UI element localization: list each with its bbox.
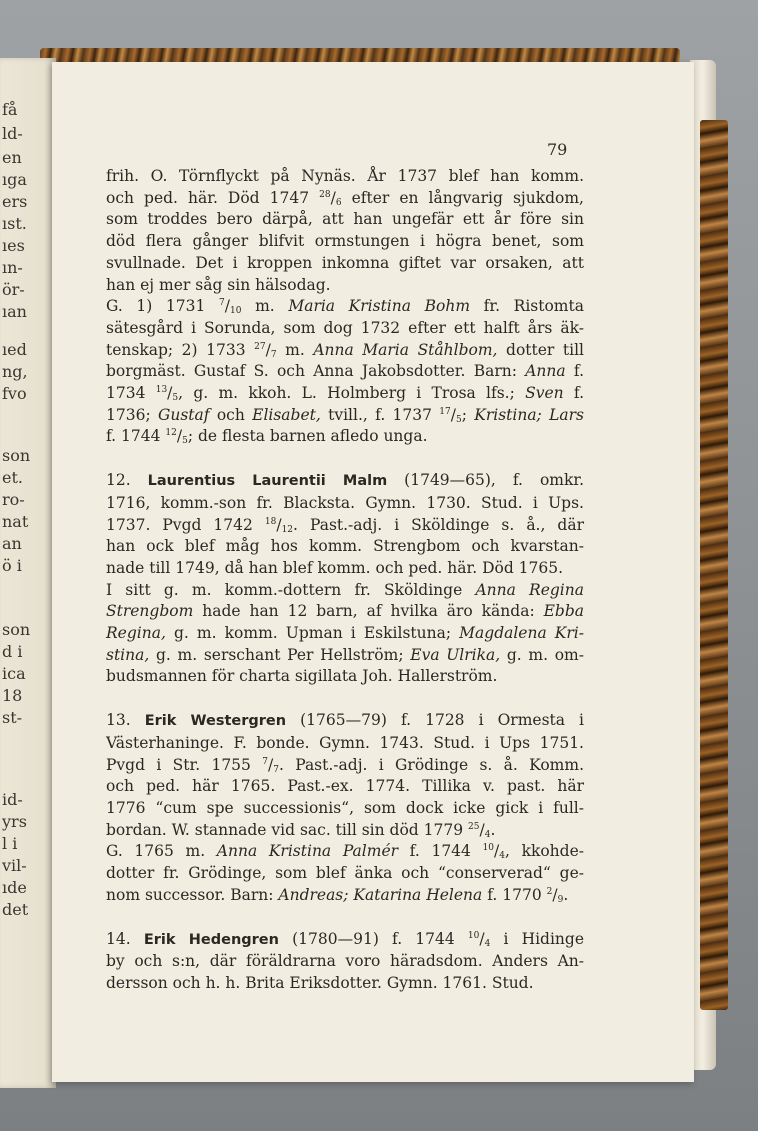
text-run: m.: [276, 340, 314, 359]
date-numerator: 28: [319, 189, 331, 200]
text-run: 1734: [106, 384, 156, 403]
paragraph: [106, 580, 584, 689]
text-run: och ped. här 1765. Past.-ex. 1774. Tillika v. past. här: [106, 777, 584, 796]
text-run: f. 1744: [106, 427, 166, 446]
text-run: /: [167, 384, 173, 403]
italic-name: Kristina; Lars: [474, 405, 584, 424]
text-run: f.: [563, 384, 585, 403]
text-run: 1776 “cum spe successionis“, som dock icke gick i full-: [106, 798, 584, 817]
paragraph: [106, 929, 584, 995]
text-line: [106, 733, 584, 755]
text-line: [106, 515, 584, 537]
text-line: [106, 885, 584, 907]
previous-page-fragment: ld-: [2, 124, 23, 143]
text-line: [106, 231, 584, 253]
previous-page-fragment: ör-: [2, 280, 25, 299]
date-numerator: 2: [546, 886, 553, 897]
date-numerator: 27: [254, 341, 266, 352]
italic-name: stina,: [106, 645, 150, 664]
italic-name: Gustaf: [157, 405, 210, 424]
text-run: sätesgård i Sorunda, som dog 1732 efter ett halft års äk-: [106, 318, 584, 337]
text-run: Västerhaninge. F. bonde. Gymn. 1743. Stud. i Ups 1751.: [106, 733, 584, 752]
text-run: (1749—65), f. omkr.: [387, 471, 584, 490]
date-denominator: 5: [182, 436, 188, 447]
text-run: g. m. komm. Upman i Eskilstuna;: [165, 624, 460, 643]
italic-name: Elisabet,: [252, 405, 321, 424]
marbled-cover-right: [700, 120, 728, 1010]
text-run: efter en långvarig sjukdom,: [341, 188, 584, 207]
text-run: /: [224, 297, 230, 316]
date-denominator: 5: [172, 393, 179, 404]
text-line: [106, 340, 584, 362]
text-line: [106, 383, 584, 405]
text-run: 1736;: [106, 405, 158, 424]
text-line: [106, 863, 584, 885]
italic-name: Ebba: [543, 602, 584, 621]
previous-page-fragment: ö i: [2, 556, 22, 575]
text-line: [106, 253, 584, 275]
text-line: [106, 536, 584, 558]
text-run: /: [494, 842, 500, 861]
previous-page-fragment: ıst.: [2, 214, 27, 233]
previous-page-fragment: ıde: [2, 878, 27, 897]
text-run: budsmannen för charta sigillata Joh. Hallerström.: [106, 667, 498, 686]
text-line: [106, 929, 584, 952]
italic-name: Andreas; Katarina Helena: [278, 885, 483, 904]
text-run: I sitt g. m. komm.-dottern fr. Sköldinge: [106, 580, 476, 599]
text-line: [106, 951, 584, 973]
text-run: .: [490, 820, 496, 839]
text-line: [106, 558, 584, 580]
date-denominator: 4: [484, 938, 491, 949]
date-numerator: 10: [467, 930, 480, 941]
italic-name: Anna: [525, 362, 566, 381]
text-line: [106, 645, 584, 667]
text-run: fr. Ristomta: [470, 297, 584, 316]
paragraph-gap: [106, 448, 584, 470]
text-line: [106, 798, 584, 820]
previous-page-fragment: et.: [2, 468, 23, 487]
previous-page-fragment: yrs: [2, 812, 27, 831]
previous-page-fragment: en: [2, 148, 22, 167]
date-denominator: 9: [557, 894, 564, 905]
text-run: ;: [461, 405, 475, 424]
text-run: dotter till: [497, 340, 584, 359]
text-run: nade till 1749, då han blef komm. och ped. här. Död 1765.: [106, 558, 564, 577]
previous-page-fragment: fvo: [2, 384, 27, 403]
italic-name: Regina,: [106, 624, 166, 643]
date-numerator: 7: [262, 756, 268, 767]
text-line: [106, 755, 584, 777]
previous-page-fragment: ıes: [2, 236, 25, 255]
previous-page-fragment: vil-: [2, 856, 27, 875]
text-run: f. 1744: [398, 842, 483, 861]
text-run: tenskap; 2) 1733: [106, 340, 255, 359]
text-run: /: [552, 885, 558, 904]
text-run: 1737. Pvgd 1742: [106, 515, 265, 534]
text-run: (1765—79) f. 1728 i Ormesta i: [286, 711, 585, 730]
text-run: , kkohde-: [504, 842, 584, 861]
text-run: by och s:n, där föräldrarna voro häradsdom. Anders An-: [106, 952, 584, 971]
italic-name: Anna Maria Ståhlbom,: [313, 340, 498, 359]
text-run: /: [330, 188, 336, 207]
text-run: /: [265, 340, 271, 359]
text-run: i Hidinge: [490, 929, 585, 948]
date-denominator: 7: [273, 764, 279, 775]
text-run: f. 1770: [482, 885, 547, 904]
text-line: [106, 666, 584, 688]
text-line: [106, 188, 584, 210]
text-run: /: [176, 427, 183, 446]
text-run: /: [450, 405, 456, 424]
text-line: [106, 776, 584, 798]
previous-page-fragment: ng,: [2, 362, 28, 381]
text-run: frih. O. Törnflyckt på Nynäs. År 1737 blef han komm.: [106, 167, 584, 185]
text-line: [106, 405, 584, 427]
text-line: [106, 580, 584, 602]
previous-page-fragment: ers: [2, 192, 28, 211]
italic-name: Strengbom: [106, 602, 194, 621]
text-run: dotter fr. Grödinge, som blef änka och “conserverad“ ge-: [106, 864, 584, 883]
previous-page-fragment: ıan: [2, 302, 27, 321]
paragraph: [106, 296, 584, 448]
text-run: han ock blef måg hos komm. Strengbom och kvarstan-: [106, 537, 584, 556]
text-run: . Past.-adj. i Grödinge s. å. Komm.: [278, 755, 584, 774]
text-run: ; de flesta barnen afledo unga.: [187, 427, 428, 446]
date-denominator: 12: [281, 524, 294, 535]
date-denominator: 6: [335, 197, 342, 208]
text-line: [106, 209, 584, 231]
entry-heading-name: Erik Westergren: [144, 713, 287, 730]
italic-name: Magdalena Kri-: [459, 624, 584, 643]
paragraph: [106, 841, 584, 906]
text-line: [106, 710, 584, 733]
text-run: nom successor. Barn:: [106, 885, 279, 904]
text-line: [106, 623, 584, 645]
text-run: han ej mer såg sin hälsodag.: [106, 275, 331, 294]
previous-page-fragment: l i: [2, 834, 18, 853]
date-numerator: 10: [482, 843, 495, 854]
previous-page-fragment: ıed: [2, 340, 27, 359]
italic-name: Anna Regina: [475, 580, 584, 599]
previous-page-fragment: ın-: [2, 258, 23, 277]
page-number: 79: [547, 140, 568, 159]
text-run: G. 1765 m.: [106, 842, 217, 861]
date-numerator: 7: [219, 298, 225, 309]
text-run: /: [276, 515, 282, 534]
date-numerator: 17: [439, 406, 451, 417]
text-run: 12.: [106, 471, 148, 490]
paragraph: [106, 710, 584, 841]
previous-page-fragment: son: [2, 620, 31, 639]
paragraph-gap: [106, 688, 584, 710]
previous-page-fragment: 18: [2, 686, 23, 705]
date-denominator: 5: [455, 414, 462, 425]
entry-heading-name: Laurentius Laurentii Malm: [147, 473, 388, 490]
text-line: [106, 275, 584, 297]
previous-page-fragment: st-: [2, 708, 23, 727]
text-line: [106, 601, 584, 623]
text-run: 14.: [106, 929, 144, 948]
text-run: bordan. W. stannade vid sac. till sin död 1779: [106, 820, 469, 839]
text-run: (1780—91) f. 1744: [278, 929, 468, 948]
previous-page-fragment: an: [2, 534, 22, 553]
text-run: och ped. här. Död 1747: [106, 188, 320, 207]
text-run: .: [563, 885, 569, 904]
text-run: m.: [241, 297, 289, 316]
text-line: [106, 361, 584, 383]
previous-page-fragment: id-: [2, 790, 23, 809]
text-run: /: [267, 755, 274, 774]
text-run: g. m. om-: [500, 645, 584, 664]
text-run: som troddes bero därpå, att han ungefär ett år före sin: [106, 210, 584, 229]
previous-page-fragment: ıga: [2, 170, 27, 189]
previous-page-fragment: ro-: [2, 490, 25, 509]
date-denominator: 4: [484, 829, 491, 840]
previous-page-fragment: ica: [2, 664, 26, 683]
paragraph: [106, 166, 584, 296]
previous-page-fragment: det: [2, 900, 29, 919]
italic-name: Maria Kristina Bohm: [288, 297, 471, 316]
text-run: 1716, komm.-son fr. Blacksta. Gymn. 1730. Stud. i Ups.: [106, 493, 584, 512]
previous-page-fragment: son: [2, 446, 31, 465]
text-line: [106, 841, 584, 863]
text-run: g. m. serschant Per Hellström;: [149, 645, 411, 664]
text-line: [106, 820, 584, 842]
text-run: /: [479, 820, 485, 839]
text-run: 13.: [106, 711, 145, 730]
paragraph-gap: [106, 907, 584, 929]
page-body-text: [106, 166, 584, 995]
text-run: svullnade. Det i kroppen inkomna giftet var orsaken, att: [106, 253, 584, 272]
date-numerator: 12: [165, 428, 177, 439]
text-run: hade han 12 barn, af hvilka äro kända:: [193, 602, 544, 621]
date-denominator: 10: [229, 306, 242, 317]
text-run: borgmäst. Gustaf S. och Anna Jakobsdotter. Barn:: [106, 362, 526, 381]
previous-page-fragment: få: [2, 100, 18, 119]
previous-page-fragment: nat: [2, 512, 29, 531]
previous-page-fragment: d i: [2, 642, 23, 661]
italic-name: Eva Ulrika,: [410, 645, 501, 664]
text-run: , g. m. kkoh. L. Holmberg i Trosa lfs.;: [178, 384, 526, 403]
text-line: [106, 166, 584, 188]
previous-page-edge: [0, 58, 56, 1088]
text-line: [106, 296, 584, 318]
text-run: tvill., f. 1737: [320, 405, 440, 424]
date-numerator: 18: [264, 516, 277, 527]
date-numerator: 13: [155, 385, 168, 396]
text-line: [106, 426, 584, 448]
date-denominator: 4: [499, 851, 505, 862]
text-run: G. 1) 1731: [106, 297, 220, 316]
text-line: [106, 973, 584, 995]
text-run: f.: [565, 362, 584, 381]
text-line: [106, 470, 584, 493]
italic-name: Sven: [525, 384, 564, 403]
text-line: [106, 318, 584, 340]
italic-name: Anna Kristina Palmér: [216, 842, 399, 861]
text-run: och: [209, 405, 253, 424]
paragraph: [106, 470, 584, 580]
text-line: [106, 493, 584, 515]
date-denominator: 7: [270, 349, 277, 360]
text-run: Pvgd i Str. 1755: [106, 755, 263, 774]
text-run: . Past.-adj. i Sköldinge s. å., där: [293, 515, 584, 534]
entry-heading-name: Erik Hedengren: [143, 931, 279, 948]
date-numerator: 25: [468, 821, 480, 832]
text-run: dersson och h. h. Brita Eriksdotter. Gymn. 1761. Stud.: [106, 973, 534, 992]
text-run: /: [479, 929, 485, 948]
text-run: död flera gånger blifvit ormstungen i högra benet, som: [106, 232, 584, 251]
